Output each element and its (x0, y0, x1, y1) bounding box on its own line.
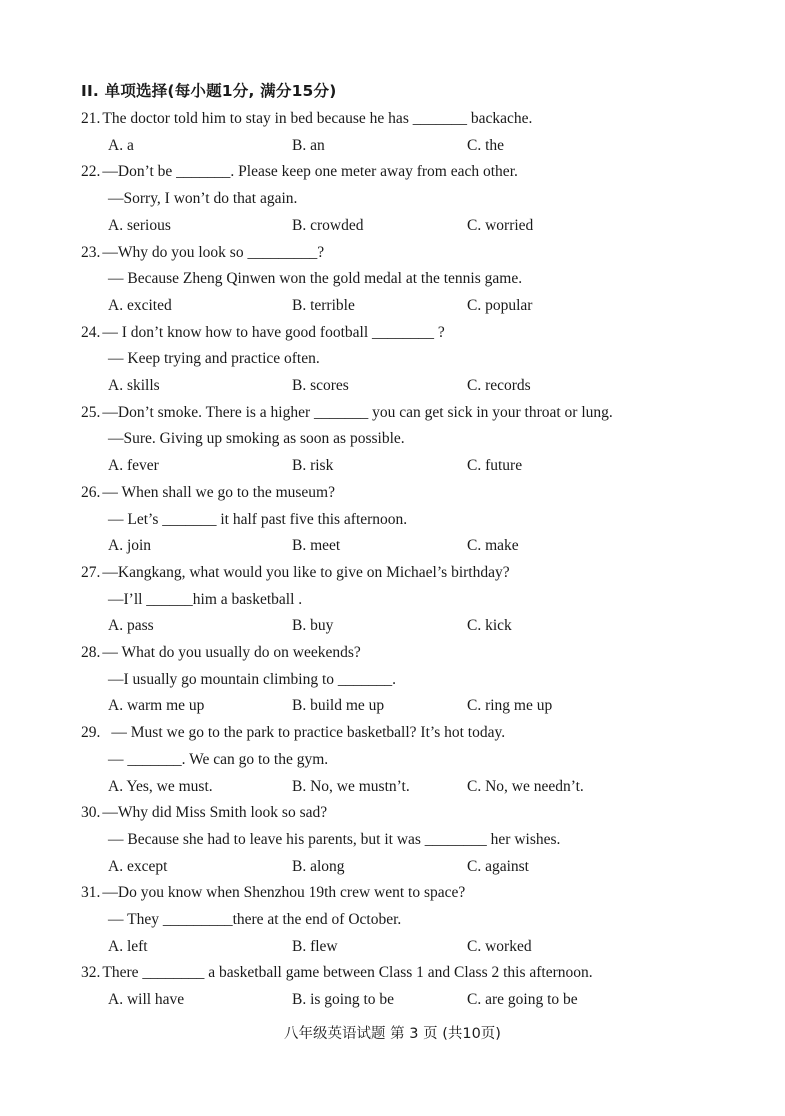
option-b[interactable]: B. risk (292, 457, 334, 475)
question-text: — Must we go to the park to practice basketball? It’s hot today. (111, 724, 506, 742)
dialogue-line: —Sorry, I won’t do that again. (108, 190, 298, 208)
section-title: II. 单项选择(每小题1分, 满分15分) (81, 82, 337, 100)
option-a[interactable]: A. join (108, 537, 152, 555)
question-number: 24. (81, 323, 101, 341)
option-c[interactable]: C. make (467, 537, 519, 555)
option-c[interactable]: C. ring me up (467, 697, 553, 715)
dialogue-line: —I’ll ______him a basketball . (108, 590, 303, 608)
option-b[interactable]: B. scores (292, 377, 349, 394)
option-b[interactable]: B. crowded (292, 216, 364, 234)
option-b[interactable]: B. is going to be (292, 991, 395, 1009)
option-a[interactable]: A. pass (108, 617, 154, 635)
option-c[interactable]: C. kick (467, 617, 512, 635)
question-text: —Why did Miss Smith look so sad? (102, 804, 328, 822)
dialogue-line: — Because she had to leave his parents, but it was ________ her wishes. (108, 830, 561, 848)
question-stem (81, 402, 613, 424)
question-stem (81, 242, 324, 264)
option-a[interactable]: A. will have (108, 991, 185, 1009)
option-b[interactable]: B. build me up (292, 697, 385, 715)
question-number: 27. (81, 563, 101, 581)
question-number: 21. (81, 110, 101, 127)
question-number: 26. (81, 483, 101, 501)
option-b[interactable]: B. along (292, 857, 345, 875)
question-stem (81, 482, 335, 504)
question-number: 31. (81, 884, 101, 902)
question-stem (81, 882, 465, 904)
dialogue-line: —I usually go mountain climbing to _______. (108, 670, 397, 688)
question-text: — When shall we go to the museum? (102, 483, 335, 501)
question-text: —Why do you look so _________? (102, 243, 325, 261)
question-text: —Don’t smoke. There is a higher _______ you can get sick in your throat or lung. (102, 403, 613, 421)
question-text: —Kangkang, what would you like to give on Michael’s birthday? (102, 563, 510, 581)
question-text: — I don’t know how to have good football ________ ? (102, 323, 445, 341)
question-number: 32. (81, 964, 101, 982)
question-stem (81, 322, 445, 344)
page-footer: 八年级英语试题 第 3 页 (共10页) (284, 1026, 501, 1042)
option-a[interactable]: A. serious (108, 216, 171, 234)
question-text: — What do you usually do on weekends? (102, 644, 361, 661)
option-b[interactable]: B. buy (292, 617, 334, 635)
question-stem (81, 161, 518, 183)
dialogue-line: — Let’s _______ it half past five this afternoon. (108, 510, 408, 528)
question-number: 25. (81, 403, 101, 421)
dialogue-line: — They _________there at the end of October. (108, 911, 402, 928)
dialogue-line: —Sure. Giving up smoking as soon as possible. (108, 430, 405, 448)
option-a[interactable]: A. fever (108, 457, 159, 475)
question-text: —Don’t be _______. Please keep one meter away from each other. (102, 163, 518, 181)
option-a[interactable]: A. skills (108, 377, 160, 394)
option-a[interactable]: A. warm me up (108, 697, 205, 715)
option-c[interactable]: C. No, we needn’t. (467, 777, 584, 795)
option-b[interactable]: B. terrible (292, 296, 355, 314)
question-stem (81, 562, 510, 584)
option-c[interactable]: C. are going to be (467, 991, 578, 1009)
option-a[interactable]: A. a (108, 136, 134, 154)
option-a[interactable]: A. Yes, we must. (108, 777, 213, 795)
option-a[interactable]: A. excited (108, 296, 172, 314)
question-number: 30. (81, 804, 101, 822)
question-text: —Do you know when Shenzhou 19th crew went to space? (102, 884, 466, 902)
question-number: 23. (81, 243, 101, 261)
question-stem (81, 642, 361, 664)
question-number: 28. (81, 644, 101, 661)
dialogue-line: — Keep trying and practice often. (108, 350, 320, 368)
question-text: There ________ a basketball game between Class 1 and Class 2 this afternoon. (102, 964, 593, 982)
question-text: The doctor told him to stay in bed because he has _______ backache. (102, 110, 533, 127)
dialogue-line: — Because Zheng Qinwen won the gold medal at the tennis game. (108, 270, 523, 288)
question-number: 22. (81, 163, 101, 181)
option-a[interactable]: A. left (108, 937, 148, 955)
option-c[interactable]: C. the (467, 136, 505, 154)
option-b[interactable]: B. an (292, 136, 325, 154)
question-stem (81, 108, 532, 130)
option-c[interactable]: C. worked (467, 937, 532, 955)
option-c[interactable]: C. against (467, 857, 529, 875)
option-b[interactable]: B. No, we mustn’t. (292, 777, 410, 795)
question-stem (81, 962, 593, 984)
option-b[interactable]: B. meet (292, 537, 341, 555)
option-c[interactable]: C. records (467, 377, 531, 394)
option-c[interactable]: C. popular (467, 296, 533, 314)
option-b[interactable]: B. flew (292, 937, 338, 955)
question-stem (81, 722, 505, 744)
option-c[interactable]: C. worried (467, 216, 534, 234)
question-number: 29. (81, 724, 101, 742)
question-stem (81, 802, 327, 824)
option-c[interactable]: C. future (467, 457, 523, 475)
option-a[interactable]: A. except (108, 857, 168, 875)
dialogue-line: — _______. We can go to the gym. (108, 750, 329, 768)
